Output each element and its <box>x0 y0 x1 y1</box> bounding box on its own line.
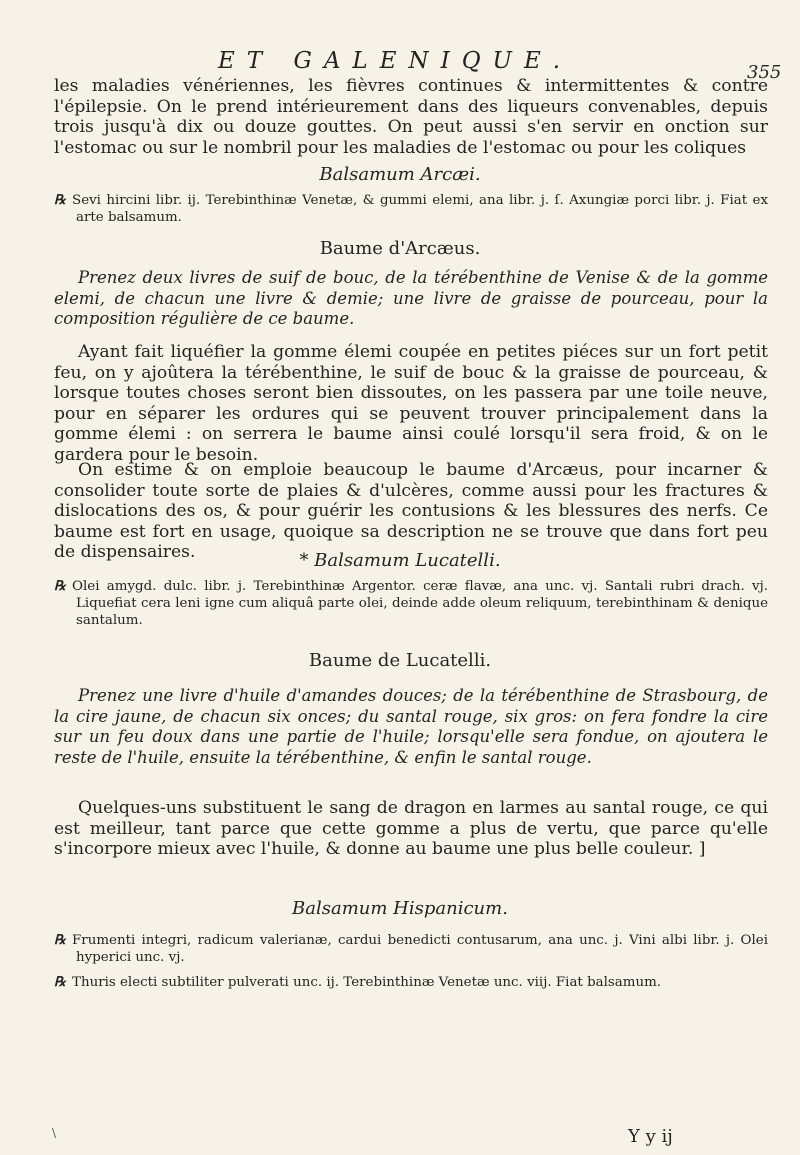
note-text: Quelques-uns substituent le sang de dragon en larmes au santal rouge, ce qui est meilleur, tant parce que cette gomme a plus de vertu, que parce qu'elle s'incorpore mieux avec l'huile, & donne au baume une plus belle couleur. ] <box>54 798 768 859</box>
latin-recipe-lucatelli <box>54 578 768 629</box>
french-recipe-lucatelli <box>54 686 768 768</box>
french-recipe-arcaeus <box>54 268 768 330</box>
recipe-symbol: ℞ <box>54 974 67 990</box>
section-title-balsamum-arcaei: Balsamum Arcæi. <box>319 164 481 185</box>
section-title-balsamum-hispanicum: Balsamum Hispanicum. <box>292 898 508 919</box>
latin-recipe-arcaei <box>54 192 768 226</box>
latin-recipe-text: Olei amygd. dulc. libr. j. Terebinthinæ Argentor. ceræ flavæ, ana unc. vj. Santali rubri drach. vj. Liquefiat cera leni igne cum aliquâ parte olei, deinde adde oleum reliquum, terebinthinam & denique santalum. <box>72 579 768 628</box>
section-title-balsamum-lucatelli: * Balsamum Lucatelli. <box>299 550 501 571</box>
recipe-symbol: ℞ <box>54 932 67 948</box>
usage-text: On estime & on emploie beaucoup le baume d'Arcæus, pour incarner & consolider toute sorte de plaies & d'ulcères, comme aussi pour les fractures & dislocations des os, & pour guérir les contusions & les blessures des nerfs. Ce baume est fort en usage, quoique sa description ne se trouve que dans fort peu de dispensaires. <box>54 460 768 562</box>
latin-recipe-text: Thuris electi subtiliter pulverati unc. ij. Terebinthinæ Venetæ unc. viij. Fiat balsamum. <box>72 975 662 990</box>
french-recipe-text: Prenez deux livres de suif de bouc, de la térébenthine de Venise & de la gomme elemi, de chacun une livre & demie; une livre de graisse de pourceau, pour la composition régulière de ce baume. <box>54 268 768 328</box>
latin-recipe-hispanicum-1 <box>54 932 768 966</box>
method-text: Ayant fait liquéfier la gomme élemi coupée en petites piéces sur un fort petit feu, on y ajoûtera la térébenthine, le suif de bouc & la graisse de pourceau, & lorsque toutes choses seront bien dissoutes, on les passera par une toile neuve, pour en séparer les ordures qui se peuvent trouver principalement dans la gomme élemi : on serrera le baume ainsi coulé lorsqu'il sera froid, & on le gardera pour le besoin. <box>54 342 768 465</box>
edge-mark: \ <box>52 1126 57 1140</box>
intro-text: les maladies vénériennes, les fièvres continues & intermittentes & contre l'épilepsie. On le prend intérieurement dans des liqueurs convenables, depuis trois jusqu'à dix ou douze gouttes. On peut aussi s'en servir en onction sur l'estomac ou sur le nombril pour les maladies de l'estomac ou pour les coliques <box>54 76 768 158</box>
usage-paragraph-arcaeus <box>54 460 768 563</box>
latin-recipe-text: Frumenti integri, radicum valerianæ, cardui benedicti contusarum, ana unc. j. Vini albi libr. j. Olei hyperici unc. vj. <box>72 933 768 965</box>
signature-mark: Y y ij <box>628 1126 673 1147</box>
recipe-symbol: ℞ <box>54 192 67 208</box>
method-paragraph-arcaeus <box>54 342 768 465</box>
latin-recipe-hispanicum-2 <box>54 974 768 991</box>
section-title-baume-arcaeus: Baume d'Arcæus. <box>319 238 481 259</box>
french-recipe-text: Prenez une livre d'huile d'amandes douces; de la térébenthine de Strasbourg, de la cire jaune, de chacun six onces; du santal rouge, six gros: on fera fondre la cire sur un feu doux dans une partie de l'huile; lorsqu'elle sera fondue, on ajoutera le reste de l'huile, ensuite la térébenthine, & enfin le santal rouge. <box>54 686 768 767</box>
note-paragraph-lucatelli <box>54 798 768 860</box>
latin-recipe-text: Sevi hircini libr. ij. Terebinthinæ Venetæ, & gummi elemi, ana libr. j. ſ. Axungiæ porci libr. j. Fiat ex arte balsamum. <box>72 193 768 225</box>
section-title-baume-lucatelli: Baume de Lucatelli. <box>308 650 492 671</box>
recipe-symbol: ℞ <box>54 578 67 594</box>
page-number: 355 <box>747 62 782 83</box>
running-head: ET GALENIQUE. <box>218 48 573 74</box>
intro-paragraph <box>54 76 768 158</box>
